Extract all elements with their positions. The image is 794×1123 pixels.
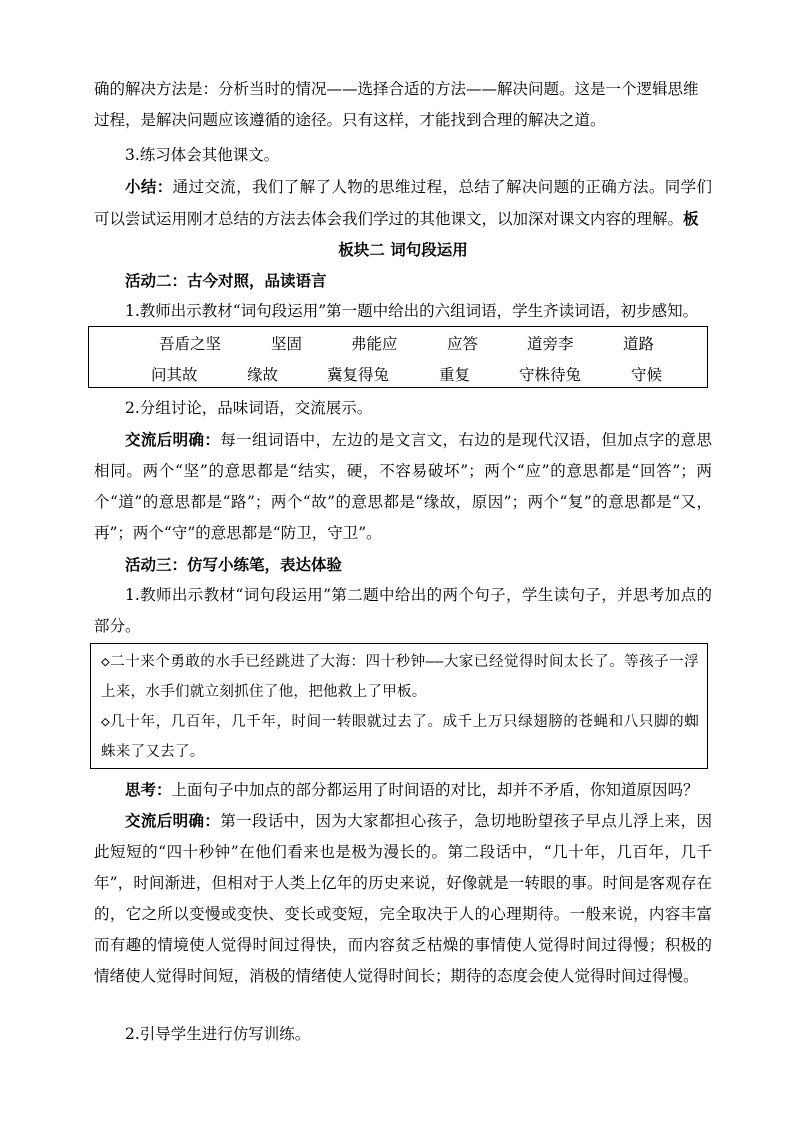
word-item: 弗能应: [351, 335, 398, 353]
activity2-step1: 1.教师出示教材“词句段运用”第一题中给出的六组词语，学生齐读词语，初步感知。: [125, 302, 699, 320]
activity3-step1: 1.教师出示教材“词句段运用”第二题中给出的两个句子，学生读句子，并思考加点的部分。: [94, 586, 712, 635]
word-item: 重复: [439, 366, 471, 384]
word-item: 吾盾之坚: [159, 335, 222, 353]
activity2-title: 活动二：古今对照，品读语言: [125, 271, 327, 290]
activity2-result: [94, 424, 712, 549]
activity3-title: 活动三：仿写小练笔，表达体验: [125, 555, 343, 574]
example-sentence-1: ◇二十来个勇敢的水手已经跳进了大海：四十秒钟——大家已经觉得时间太长了。等孩子一浮上来，水手们就立刻抓住了他，把他救上了甲板。: [101, 654, 699, 700]
think-text: 上面句子中加点的部分都运用了时间语的对比，却并不矛盾，你知道原因吗？: [171, 781, 699, 799]
summary-text: 通过交流，我们了解了人物的思维过程，总结了解决问题的正确方法。同学们可以尝试运用刚才总结的方法去体会我们学过的其他课文，以加深对课文内容的理解。: [94, 178, 712, 228]
word-item: 缘故: [247, 366, 279, 384]
summary-paragraph: [94, 171, 712, 235]
paragraph-line: 确的解决方法是：分析当时的情况——选择合适的方法——解决问题。这是一个逻辑思维: [94, 80, 699, 98]
step-3: 3.练习体会其他课文。: [125, 146, 280, 164]
activity3-step2: 2.引导学生进行仿写训练。: [125, 1025, 311, 1043]
result-label: 交流后明确：: [125, 430, 221, 449]
result-text: 第一段话中，因为大家都担心孩子，急切地盼望孩子早点儿浮上来，因此短短的“四十秒钟”在他们看来也是极为漫长的。第二段话中，“几十年，几百年，几千年”，时间渐进，但相对于人类上亿年的历史来说，好像就是一转眼的事。时间是客观存在的，它之所以变慢或变快、变长或变短，完全取决于人的心理期待。一般来说，内容丰富而有趣的情境使人觉得时间过得快，而内容贫乏枯燥的事情使人觉得时间过得慢；积极的情绪使人觉得时间短，消极的情绪使人觉得时间长；期待的态度会使人觉得时间过得慢。: [94, 812, 712, 985]
word-item: 应答: [447, 335, 479, 353]
think-label: 思考：: [125, 780, 172, 799]
section-title: 板块二 词句段运用: [338, 240, 468, 259]
result-text: 每一组词语中，左边的是文言文，右边的是现代汉语，但加点字的意思相同。两个“坚”的意思都是“结实，硬，不容易破坏”；两个“应”的意思都是“回答”；两个“道”的意思都是“路”；两个“故”的意思都是“缘故，原因”；两个“复”的意思都是“又，再”；两个“守”的意思都是“防卫，守卫”。: [94, 431, 712, 542]
word-row-1: [89, 329, 707, 360]
activity2-step2: 2.分组讨论，品味词语，交流展示。: [125, 399, 373, 417]
summary-label: 小结：: [125, 177, 173, 196]
word-item: 道旁李: [527, 335, 574, 353]
word-row-2: [89, 360, 707, 391]
word-item: 坚固: [271, 335, 303, 353]
example-sentence-2: ◇几十年，几百年，几千年，时间一转眼就过去了。成千上万只绿翅膀的苍蝇和八只脚的蜘蛛来了又去了。: [101, 714, 699, 760]
result-label: 交流后明确：: [125, 811, 221, 830]
word-item: 冀复得兔: [327, 366, 390, 384]
paragraph-line: 过程，是解决问题应该遵循的途径。只有这样，才能找到合理的解决之道。: [94, 111, 606, 129]
word-item: 问其故: [151, 366, 198, 384]
word-item: 道路: [623, 335, 655, 353]
word-item: 守株待兔: [519, 366, 582, 384]
activity3-result: [94, 805, 712, 992]
think-paragraph: [94, 774, 712, 806]
word-pairs-box: [88, 326, 708, 388]
summary-tail: 板: [683, 209, 699, 228]
word-item: 守候: [631, 366, 663, 384]
example-sentences-box: [90, 643, 708, 769]
